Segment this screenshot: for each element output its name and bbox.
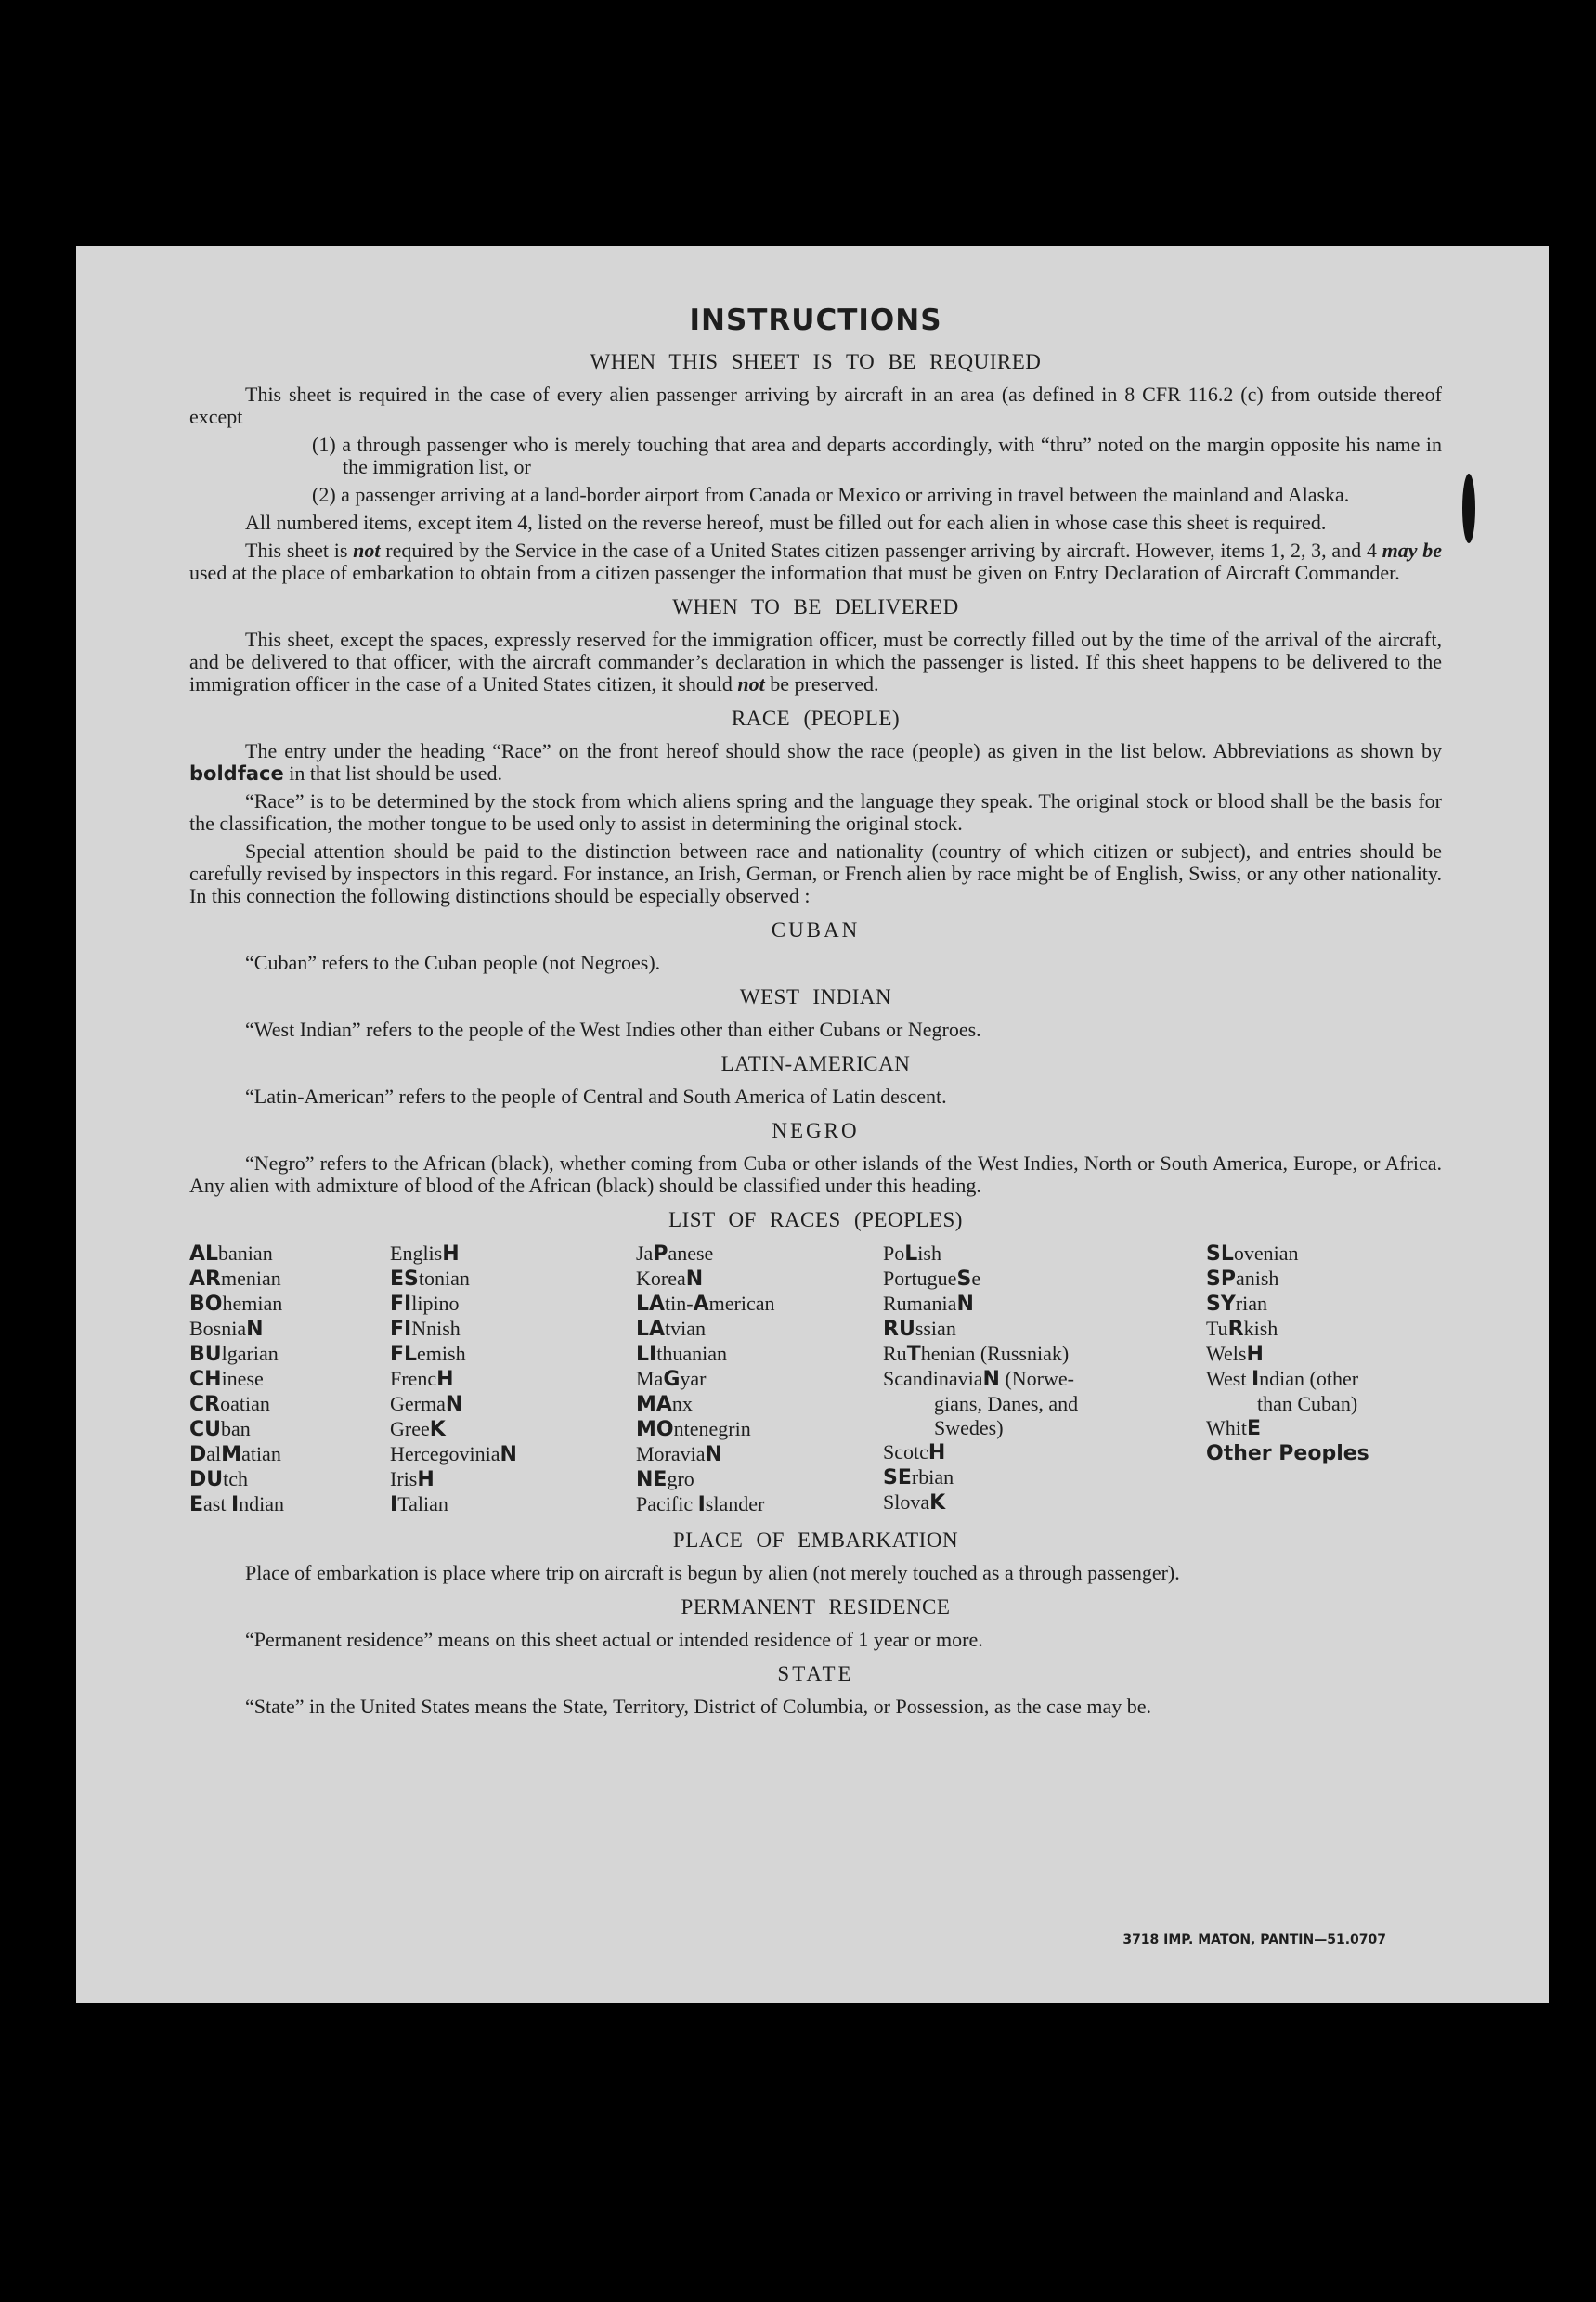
race-entry: SYrian: [1206, 1292, 1267, 1316]
heading-negro: NEGRO: [772, 1119, 860, 1142]
heading-state: STATE: [777, 1662, 854, 1685]
paragraph-required-1: This sheet is required in the case of every alien passenger arriving by aircraft in an area (as defined in 8 CFR 116.2 (c) from outside thereof except: [189, 383, 1442, 428]
page-title: INSTRUCTIONS: [689, 304, 942, 337]
ink-spot: [1462, 474, 1475, 543]
heading-race: RACE (PEOPLE): [731, 707, 901, 730]
race-entry: ARmenian: [189, 1267, 281, 1291]
race-column: [1206, 1242, 1438, 1517]
race-entry: FLemish: [390, 1342, 466, 1366]
definition-state: “State” in the United States means the State, Territory, District of Columbia, or Possession, as the case may be.: [245, 1695, 1152, 1718]
race-entry: JaPanese: [636, 1242, 714, 1266]
race-entry: GreeK: [390, 1417, 446, 1441]
race-entry: KoreaN: [636, 1267, 704, 1291]
race-entry: ScandinaviaN (Norwe-: [883, 1367, 1074, 1391]
heading-delivered: WHEN TO BE DELIVERED: [672, 595, 959, 618]
race-entry: FIlipino: [390, 1292, 460, 1316]
race-entry: LIthuanian: [636, 1342, 727, 1366]
definition-residence: “Permanent residence” means on this sheet actual or intended residence of 1 year or more.: [245, 1628, 983, 1651]
race-entry: LAtvian: [636, 1317, 707, 1341]
paragraph-race-3: Special attention should be paid to the distinction between race and nationality (country of which citizen or subject), and entries should be carefully revised by inspectors in this regard. For instance, an Irish, German, or French alien by race might be of English, Swiss, or any other nationality. In this connection the following distinctions should be especially observed :: [189, 839, 1442, 907]
race-entry: WelsH: [1206, 1342, 1264, 1366]
exception-item-1: (1) a through passenger who is merely touching that area and departs accordingly, with “thru” noted on the margin opposite his name in the immigration list, or: [312, 433, 1442, 478]
definition-latin-american: “Latin-American” refers to the people of Central and South America of Latin descent.: [245, 1085, 947, 1108]
race-entry: IrisH: [390, 1467, 435, 1491]
race-entry: DUtch: [189, 1467, 249, 1491]
definition-negro: “Negro” refers to the African (black), whether coming from Cuba or other islands of the West Indies, North or South America, Europe, or Africa. Any alien with admixture of blood of the African (black) should be classified under this heading.: [189, 1151, 1442, 1197]
heading-list-of-races: LIST OF RACES (PEOPLES): [668, 1208, 963, 1231]
race-entry: FrencH: [390, 1367, 454, 1391]
race-column: [390, 1242, 636, 1517]
race-entry: PortugueSe: [883, 1267, 981, 1291]
race-entry: PoLish: [883, 1242, 941, 1266]
race-entry: than Cuban): [1257, 1392, 1358, 1415]
race-entry: BUlgarian: [189, 1342, 279, 1366]
race-entry: MoraviaN: [636, 1442, 722, 1466]
race-entry: NEgro: [636, 1467, 694, 1491]
heading-latin-american: LATIN-AMERICAN: [720, 1052, 911, 1075]
definition-embarkation: Place of embarkation is place where trip on aircraft is begun by alien (not merely touched as a through passenger).: [245, 1561, 1180, 1584]
race-entry: BOhemian: [189, 1292, 283, 1316]
race-entry: MaGyar: [636, 1367, 707, 1391]
race-entry: RUssian: [883, 1317, 956, 1341]
race-entry: BosniaN: [189, 1317, 264, 1341]
race-list: [189, 1242, 1442, 1517]
race-entry: SlovaK: [883, 1490, 946, 1515]
heading-residence: PERMANENT RESIDENCE: [681, 1595, 951, 1619]
race-entry: TuRkish: [1206, 1317, 1278, 1341]
race-entry: Pacific Islander: [636, 1492, 765, 1516]
instruction-sheet: [76, 246, 1549, 2003]
race-entry: DalMatian: [189, 1442, 281, 1466]
race-entry: Swedes): [934, 1416, 1004, 1439]
race-entry: GermaN: [390, 1392, 463, 1416]
race-column: [883, 1242, 1206, 1517]
paragraph-required-2: All numbered items, except item 4, listed on the reverse hereof, must be filled out for each alien in whose case this sheet is required.: [245, 511, 1327, 534]
race-entry: gians, Danes, and: [934, 1392, 1079, 1415]
race-entry: West Indian (other: [1206, 1367, 1359, 1391]
definition-west-indian: “West Indian” refers to the people of the West Indies other than either Cubans or Negroes.: [245, 1018, 981, 1041]
race-entry: CHinese: [189, 1367, 264, 1391]
heading-embarkation: PLACE OF EMBARKATION: [672, 1528, 959, 1552]
definition-cuban: “Cuban” refers to the Cuban people (not Negroes).: [245, 951, 661, 974]
print-footer: 3718 IMP. MATON, PANTIN—51.0707: [1122, 1932, 1386, 1947]
heading-west-indian: WEST INDIAN: [739, 985, 892, 1008]
paragraph-race-2: “Race” is to be determined by the stock from which aliens spring and the language they speak. The original stock or blood shall be the basis for the classification, the mother tongue to be used only to assist in determining the original stock.: [189, 789, 1442, 835]
race-entry: ScotcH: [883, 1440, 946, 1464]
race-entry: SLovenian: [1206, 1242, 1299, 1266]
exception-item-2: (2) a passenger arriving at a land-border airport from Canada or Mexico or arriving in travel between the mainland and Alaska.: [312, 483, 1350, 506]
race-entry: HercegoviniaN: [390, 1442, 517, 1466]
race-entry: EnglisH: [390, 1242, 460, 1266]
paragraph-required-3: This sheet is not required by the Service in the case of a United States citizen passenger arriving by aircraft. However, items 1, 2, 3, and 4 may be used at the place of embarkation to obtain from a citizen passenger the information that must be given on Entry Declaration of Aircraft Commander.: [189, 539, 1442, 584]
heading-cuban: CUBAN: [771, 918, 861, 942]
race-entry: CUban: [189, 1417, 251, 1441]
race-entry: RuThenian (Russniak): [883, 1342, 1070, 1366]
race-entry: SErbian: [883, 1465, 954, 1489]
race-entry: FINnish: [390, 1317, 461, 1341]
race-column: [189, 1242, 390, 1517]
race-entry: Other Peoples: [1206, 1442, 1369, 1465]
race-entry: MOntenegrin: [636, 1417, 751, 1441]
race-entry: LAtin-American: [636, 1292, 775, 1316]
paragraph-delivered: This sheet, except the spaces, expressly reserved for the immigration officer, must be correctly filled out by the time of the arrival of the aircraft, and be delivered to that officer, with the aircraft commander’s declaration in which the passenger is listed. If this sheet happens to be delivered to the immigration officer in the case of a United States citizen, it should not be preserved.: [189, 628, 1442, 696]
race-entry: SPanish: [1206, 1267, 1279, 1291]
race-entry: East Indian: [189, 1492, 285, 1516]
race-entry: CRoatian: [189, 1392, 270, 1416]
race-entry: ITalian: [390, 1492, 448, 1516]
race-entry: ALbanian: [189, 1242, 273, 1266]
heading-required: WHEN THIS SHEET IS TO BE REQUIRED: [590, 350, 1042, 373]
race-entry: EStonian: [390, 1267, 470, 1291]
race-column: [636, 1242, 883, 1517]
race-entry: WhitE: [1206, 1416, 1262, 1440]
race-entry: RumaniaN: [883, 1292, 974, 1316]
race-entry: MAnx: [636, 1392, 693, 1416]
paragraph-race-1: The entry under the heading “Race” on the front hereof should show the race (people) as given in the list below. Abbreviations as shown by boldface in that list should be used.: [189, 739, 1442, 785]
